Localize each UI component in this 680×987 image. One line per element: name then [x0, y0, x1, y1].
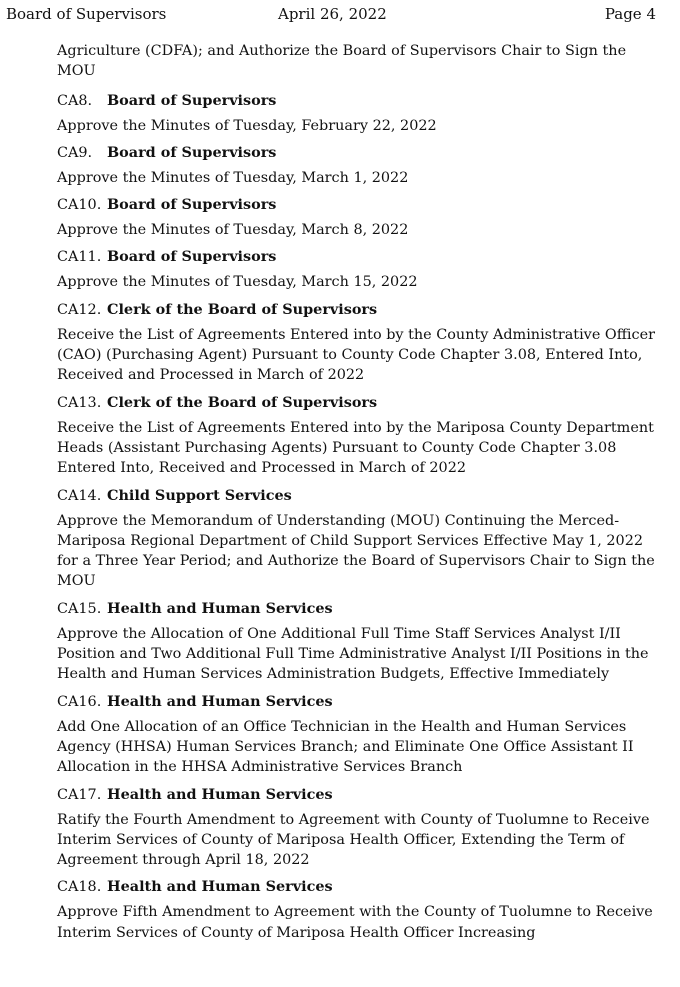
agenda-item-description: Receive the List of Agreements Entered into by the County Administrative Officer (CAO) (Purchasing Agent) Pursuant to County Code Chapter 3.08, Entered Into, Received and Processed in March of 2022 [57, 326, 655, 384]
agenda-item-department: Health and Human Services [107, 599, 333, 617]
agenda-item [57, 485, 657, 592]
agenda-item [57, 784, 657, 871]
agenda-item-number: CA14. [57, 487, 102, 504]
agenda-item-heading [57, 784, 657, 805]
agenda-item-heading [57, 691, 657, 712]
agenda-item-description: Approve the Minutes of Tuesday, March 15, 2022 [57, 274, 418, 291]
agenda-item-description: Approve the Allocation of One Additional Full Time Staff Services Analyst I/II Position and Two Additional Full Time Administrative Analyst I/II Positions in the Health and Human Services Administration Budgets, Effective Immediately [57, 625, 649, 683]
page-header [0, 3, 680, 25]
agenda-item-number: CA17. [57, 786, 102, 803]
agenda-item-department: Health and Human Services [107, 692, 333, 710]
agenda-item-number: CA13. [57, 394, 102, 411]
agenda-item [57, 876, 657, 943]
agenda-item-heading [57, 246, 657, 267]
agenda-item [57, 90, 657, 136]
agenda-item-number: CA11. [57, 249, 102, 266]
agenda-item [57, 246, 657, 292]
agenda-item-number: CA9. [57, 144, 93, 161]
agenda-item [57, 142, 657, 188]
agenda-item-description: Approve the Minutes of Tuesday, March 1, 2022 [57, 169, 409, 186]
agenda-item-department: Board of Supervisors [107, 91, 277, 109]
agenda-item-department: Board of Supervisors [107, 196, 277, 214]
agenda-item-number: CA10. [57, 197, 102, 214]
agenda-item-department: Clerk of the Board of Supervisors [107, 393, 378, 411]
agenda-item-heading [57, 876, 657, 897]
agenda-item-heading [57, 194, 657, 215]
agenda-item-department: Child Support Services [107, 486, 292, 504]
agenda-item-department: Health and Human Services [107, 785, 333, 803]
agenda-item-heading [57, 598, 657, 619]
consent-agenda-list [57, 90, 657, 943]
header-page-number: Page 4 [604, 5, 656, 23]
agenda-item [57, 392, 657, 479]
agenda-item-description: Approve Fifth Amendment to Agreement with the County of Tuolumne to Receive Interim Services of County of Mariposa Health Officer Increasing [57, 904, 653, 941]
agenda-item-description: Approve the Minutes of Tuesday, March 8, 2022 [57, 222, 409, 239]
agenda-item-number: CA18. [57, 879, 102, 896]
agenda-item-heading [57, 392, 657, 413]
agenda-item-description: Ratify the Fourth Amendment to Agreement with County of Tuolumne to Receive Interim Services of County of Mariposa Health Officer, Extending the Term of Agreement through April 18, 2022 [57, 811, 650, 869]
header-date: April 26, 2022 [278, 5, 387, 23]
agenda-item-department: Clerk of the Board of Supervisors [107, 300, 378, 318]
agenda-item-description: Receive the List of Agreements Entered into by the Mariposa County Department Heads (Assistant Purchasing Agents) Pursuant to County Code Chapter 3.08 Entered Into, Received and Processed in March of 2022 [57, 419, 654, 477]
agenda-item-description: Approve the Minutes of Tuesday, February 22, 2022 [57, 117, 437, 134]
agenda-item-number: CA15. [57, 600, 102, 617]
agenda-item-department: Health and Human Services [107, 878, 333, 896]
agenda-item-number: CA12. [57, 301, 102, 318]
agenda-item-description: Add One Allocation of an Office Technician in the Health and Human Services Agency (HHSA) Human Services Branch; and Eliminate One Office Assistant II Allocation in the HHSA Administrative Services Branch [57, 718, 634, 776]
header-body-name: Board of Supervisors [6, 5, 167, 23]
agenda-item-heading [57, 485, 657, 506]
agenda-item-number: CA8. [57, 92, 93, 109]
agenda-item-department: Board of Supervisors [107, 248, 277, 266]
agenda-item-heading [57, 90, 657, 111]
continued-item-text: Agriculture (CDFA); and Authorize the Board of Supervisors Chair to Sign the MOU [57, 43, 627, 80]
agenda-item-description: Approve the Memorandum of Understanding (MOU) Continuing the Merced-Mariposa Regional Department of Child Support Services Effective May 1, 2022 for a Three Year Period; and Authorize the Board of Supervisors Chair to Sign the MOU [57, 512, 655, 590]
agenda-item-number: CA16. [57, 693, 102, 710]
agenda-content [57, 41, 657, 949]
agenda-item [57, 691, 657, 778]
agenda-item [57, 194, 657, 240]
agenda-item-department: Board of Supervisors [107, 143, 277, 161]
agenda-item-heading [57, 142, 657, 163]
agenda-item [57, 299, 657, 386]
agenda-item-heading [57, 299, 657, 320]
agenda-item [57, 598, 657, 685]
